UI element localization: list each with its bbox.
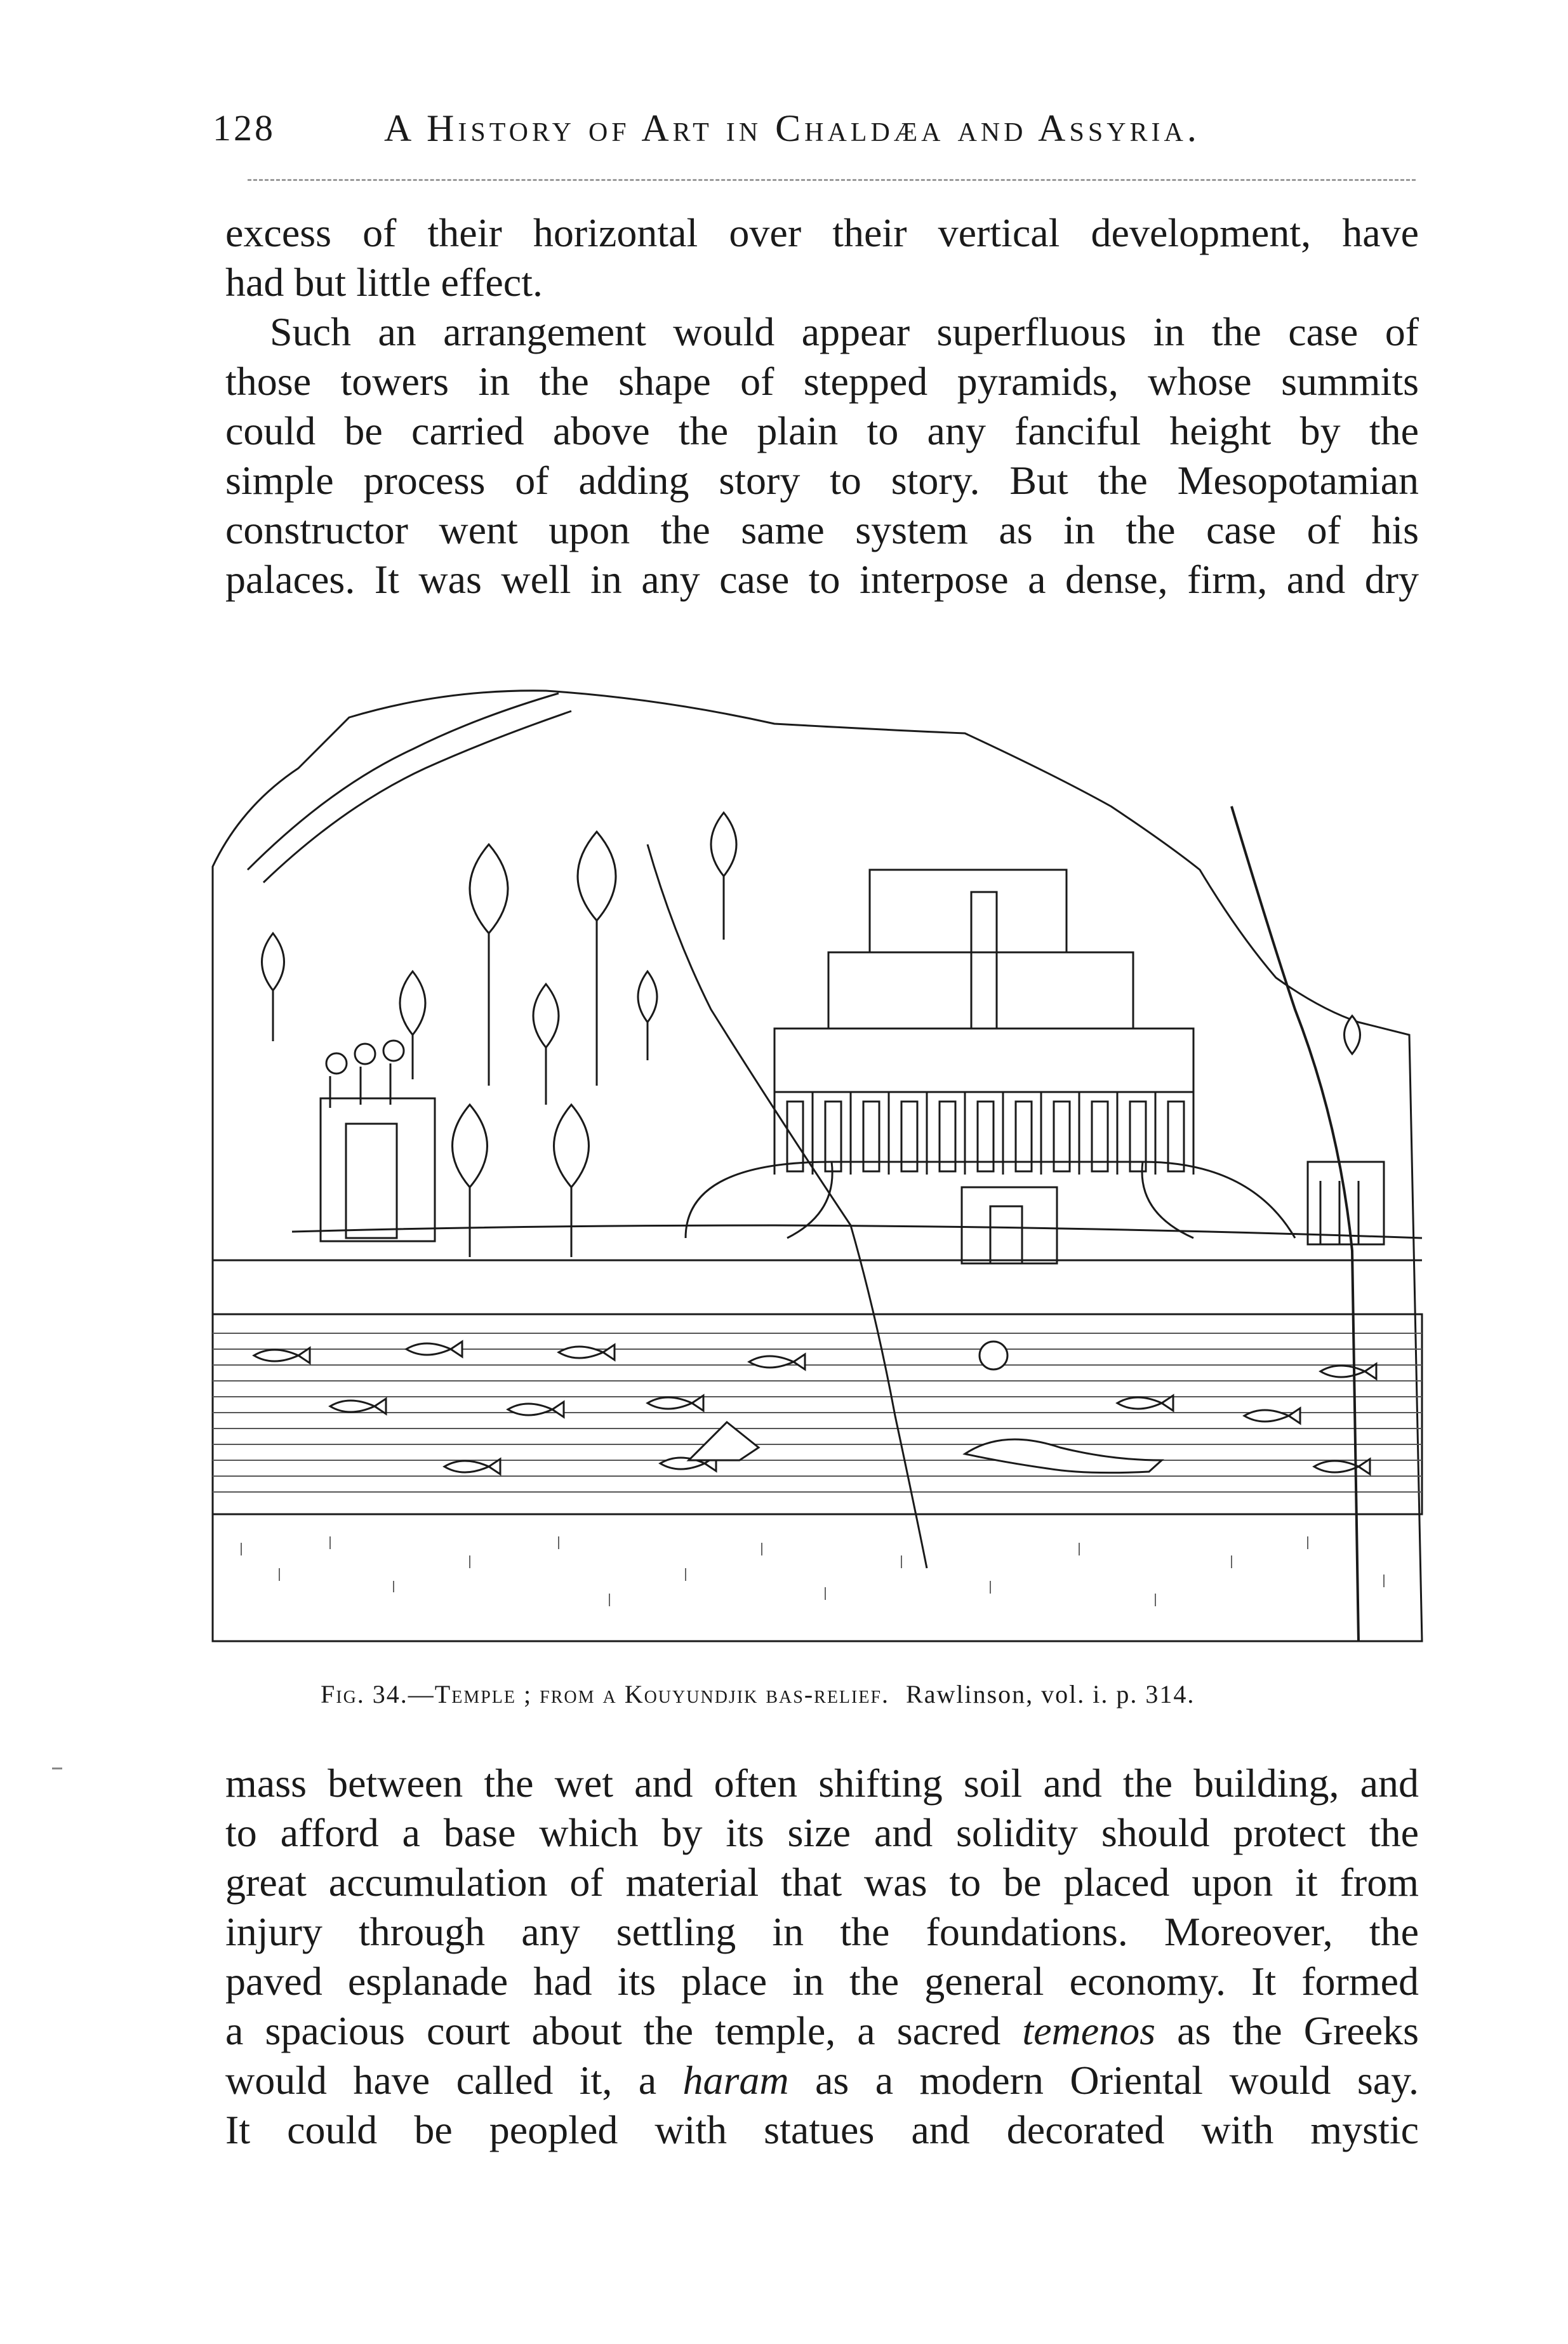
text-line: palaces. It was well in any case to interpose a dense, firm, and dry	[225, 557, 1419, 602]
river-band	[213, 1314, 1422, 1514]
text-line: simple process of adding story to story. But the Mesopotamian	[225, 458, 1419, 503]
fish	[254, 1348, 310, 1363]
fish	[330, 1399, 386, 1414]
fish	[508, 1402, 564, 1417]
margin-mark	[52, 1768, 62, 1769]
tree-group	[262, 813, 1360, 1257]
text-line: Such an arrangement would appear superfluous in the case of	[270, 309, 1419, 354]
fish	[1314, 1459, 1370, 1474]
fish	[559, 1345, 615, 1360]
caption-label: Fig. 34.—Temple ; from a Kouyundjik bas-relief.	[321, 1680, 890, 1708]
text-line: to afford a base which by its size and solidity should protect the	[225, 1810, 1419, 1855]
running-title: A History of Art in Chaldæa and Assyria.	[384, 107, 1200, 149]
text-line	[225, 2006, 1419, 2056]
text-line: great accumulation of material that was to be placed upon it from	[225, 1860, 1419, 1905]
shrine-building	[321, 1098, 435, 1241]
text-line: could be carried above the plain to any fanciful height by the	[225, 408, 1419, 453]
page-number: 128	[213, 107, 276, 149]
text-segment: as the Greeks	[1155, 2008, 1419, 2053]
fish	[444, 1459, 500, 1474]
crab-figure	[980, 1342, 1007, 1369]
text-segment: a spacious court about the temple, a sacred	[225, 2008, 1023, 2053]
term-temenos: temenos	[1022, 2008, 1156, 2053]
text-line: mass between the wet and often shifting soil and the building, and	[225, 1761, 1419, 1806]
paragraph-top	[225, 208, 1419, 604]
temple-middle-stage	[828, 952, 1133, 1029]
paragraph-bottom	[225, 1759, 1419, 2155]
text-line: It could be peopled with statues and decorated with mystic	[225, 2107, 1419, 2152]
text-line	[225, 2056, 1419, 2105]
figure-caption	[321, 1679, 1311, 1709]
fish	[648, 1395, 703, 1411]
text-segment: as a modern Oriental would say.	[788, 2058, 1419, 2103]
text-line: injury through any settling in the foundations. Moreover, the	[225, 1909, 1419, 1954]
text-line: excess of their horizontal over their vertical development, have	[225, 210, 1419, 255]
running-header	[213, 107, 1412, 164]
temple-top-stage	[870, 870, 1066, 952]
caption-source: Rawlinson, vol. i. p. 314.	[906, 1680, 1195, 1708]
figure-bas-relief-illustration	[203, 679, 1428, 1670]
fish	[1320, 1364, 1376, 1379]
header-rule	[248, 179, 1416, 181]
text-line: those towers in the shape of stepped pyramids, whose summits	[225, 359, 1419, 404]
fish	[1117, 1395, 1173, 1411]
fish	[406, 1342, 462, 1357]
term-haram: haram	[682, 2058, 789, 2103]
text-line: paved esplanade had its place in the general economy. It formed	[225, 1959, 1419, 2004]
fish	[749, 1354, 805, 1369]
temple-gate	[962, 1187, 1057, 1263]
text-line: had but little effect.	[225, 260, 543, 305]
fish	[1244, 1408, 1300, 1423]
temple-base-stage	[774, 1029, 1193, 1092]
text-line: constructor went upon the same system as in the case of his	[225, 507, 1419, 552]
text-segment: would have called it, a	[225, 2058, 683, 2103]
